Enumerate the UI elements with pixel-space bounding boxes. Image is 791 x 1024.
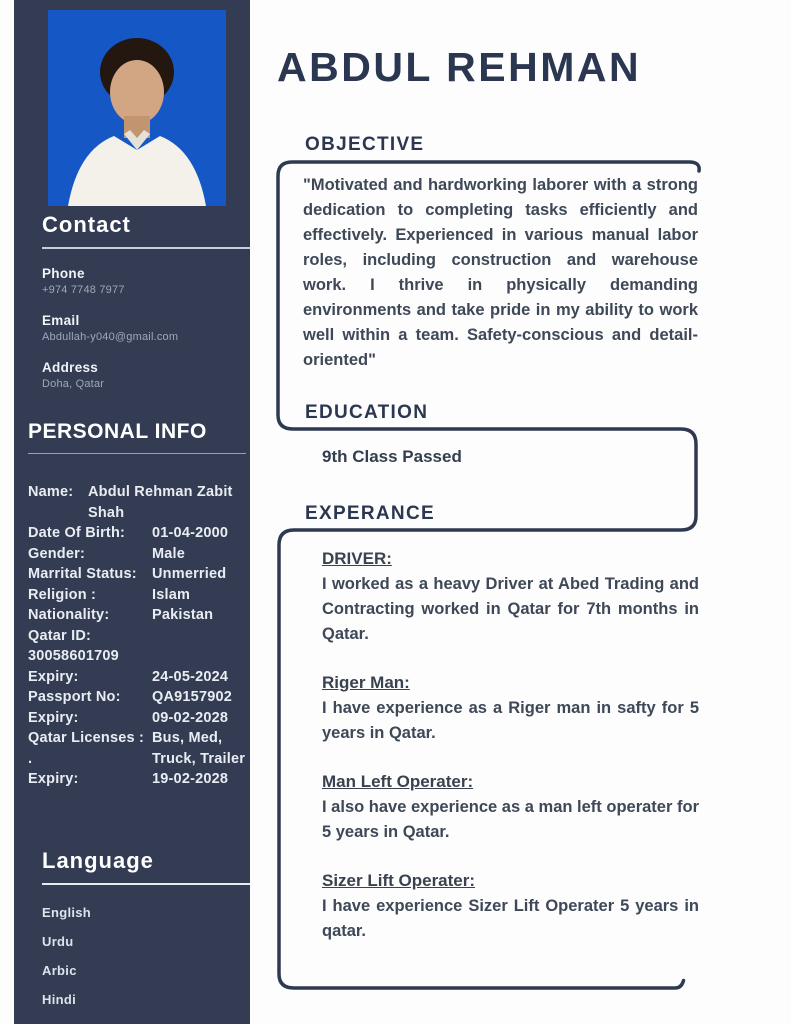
experience-entry xyxy=(322,549,699,647)
phone-label: Phone xyxy=(42,266,85,281)
experience-entry-heading: Riger Man: xyxy=(322,673,410,692)
address-value: Doha, Qatar xyxy=(42,378,105,390)
email-value: Abdullah-y040@gmail.com xyxy=(42,331,179,343)
personal-info-rows xyxy=(28,482,250,790)
info-row: Date Of Birth: 01-04-2000 xyxy=(28,525,229,541)
language-divider xyxy=(42,883,250,885)
email-label: Email xyxy=(42,313,80,328)
info-row: Expiry: 19-02-2028 xyxy=(28,771,229,787)
info-row: Qatar Licenses : Bus, Med, xyxy=(28,730,223,746)
objective-text: "Motivated and hardworking laborer with a strong dedication to completing tasks efficiently and effectively. Experienced in various manual labor roles, including construction and warehouse work. I thrive in physically demanding environments and take pride in my ability to work well within a team. Safety-conscious and detail-oriented" xyxy=(303,176,698,369)
language-section xyxy=(42,848,250,1021)
address-label: Address xyxy=(42,360,99,375)
info-row: Expiry: 09-02-2028 xyxy=(28,709,229,726)
contact-divider xyxy=(42,247,250,249)
info-row: Name: Abdul Rehman Zabit Shah xyxy=(28,484,233,521)
education-item: 9th Class Passed xyxy=(322,447,462,466)
info-row: 30058601709 xyxy=(28,648,119,664)
experience-entry xyxy=(322,871,699,944)
contact-title: Contact xyxy=(42,212,131,237)
phone-group xyxy=(42,266,250,296)
experience-list xyxy=(322,549,699,970)
info-row: Qatar ID: xyxy=(28,627,92,644)
language-item: English xyxy=(42,905,92,920)
profile-photo xyxy=(48,10,226,206)
experience-entry-heading: Man Left Operater: xyxy=(322,772,474,791)
personal-info-divider xyxy=(28,453,246,454)
portrait-illustration xyxy=(48,10,226,206)
personal-info-section xyxy=(28,420,250,790)
sidebar xyxy=(14,0,250,1024)
phone-value: +974 7748 7977 xyxy=(42,284,125,296)
address-group xyxy=(42,360,250,390)
experience-entry-text: I have experience Sizer Lift Operater 5 years in qatar. xyxy=(322,897,699,940)
language-item: Urdu xyxy=(42,934,74,949)
experience-entry-text: I worked as a heavy Driver at Abed Trading and Contracting worked in Qatar for 7th months in Qatar. xyxy=(322,575,699,643)
education-title: EDUCATION xyxy=(305,402,429,423)
language-item: Arbic xyxy=(42,963,77,978)
language-title: Language xyxy=(42,848,154,873)
info-row: Nationality: Pakistan xyxy=(28,607,214,623)
experience-entry xyxy=(322,772,699,845)
experience-entry xyxy=(322,673,699,746)
language-list xyxy=(42,905,250,1007)
language-item: Hindi xyxy=(42,992,76,1007)
info-row: Passport No: QA9157902 xyxy=(28,689,232,705)
candidate-name: ABDUL REHMAN xyxy=(277,44,642,90)
email-group xyxy=(42,313,250,343)
info-row: Marrital Status: Unmerried xyxy=(28,566,227,582)
objective-title: OBJECTIVE xyxy=(305,134,425,155)
info-row: . Truck, Trailer xyxy=(28,750,246,767)
info-row: Expiry: 24-05-2024 xyxy=(28,668,229,685)
info-row: Religion : Islam xyxy=(28,586,191,603)
experience-entry-heading: Sizer Lift Operater: xyxy=(322,871,476,890)
experience-entry-heading: DRIVER: xyxy=(322,549,392,568)
personal-info-title: PERSONAL INFO xyxy=(28,420,207,443)
experience-entry-text: I also have experience as a man left operater for 5 years in Qatar. xyxy=(322,798,699,841)
experience-entry-text: I have experience as a Riger man in safty for 5 years in Qatar. xyxy=(322,699,699,742)
main-column xyxy=(250,0,791,1024)
contact-section xyxy=(42,212,250,390)
info-row: Gender: Male xyxy=(28,545,186,562)
experience-title: EXPERANCE xyxy=(305,503,435,524)
